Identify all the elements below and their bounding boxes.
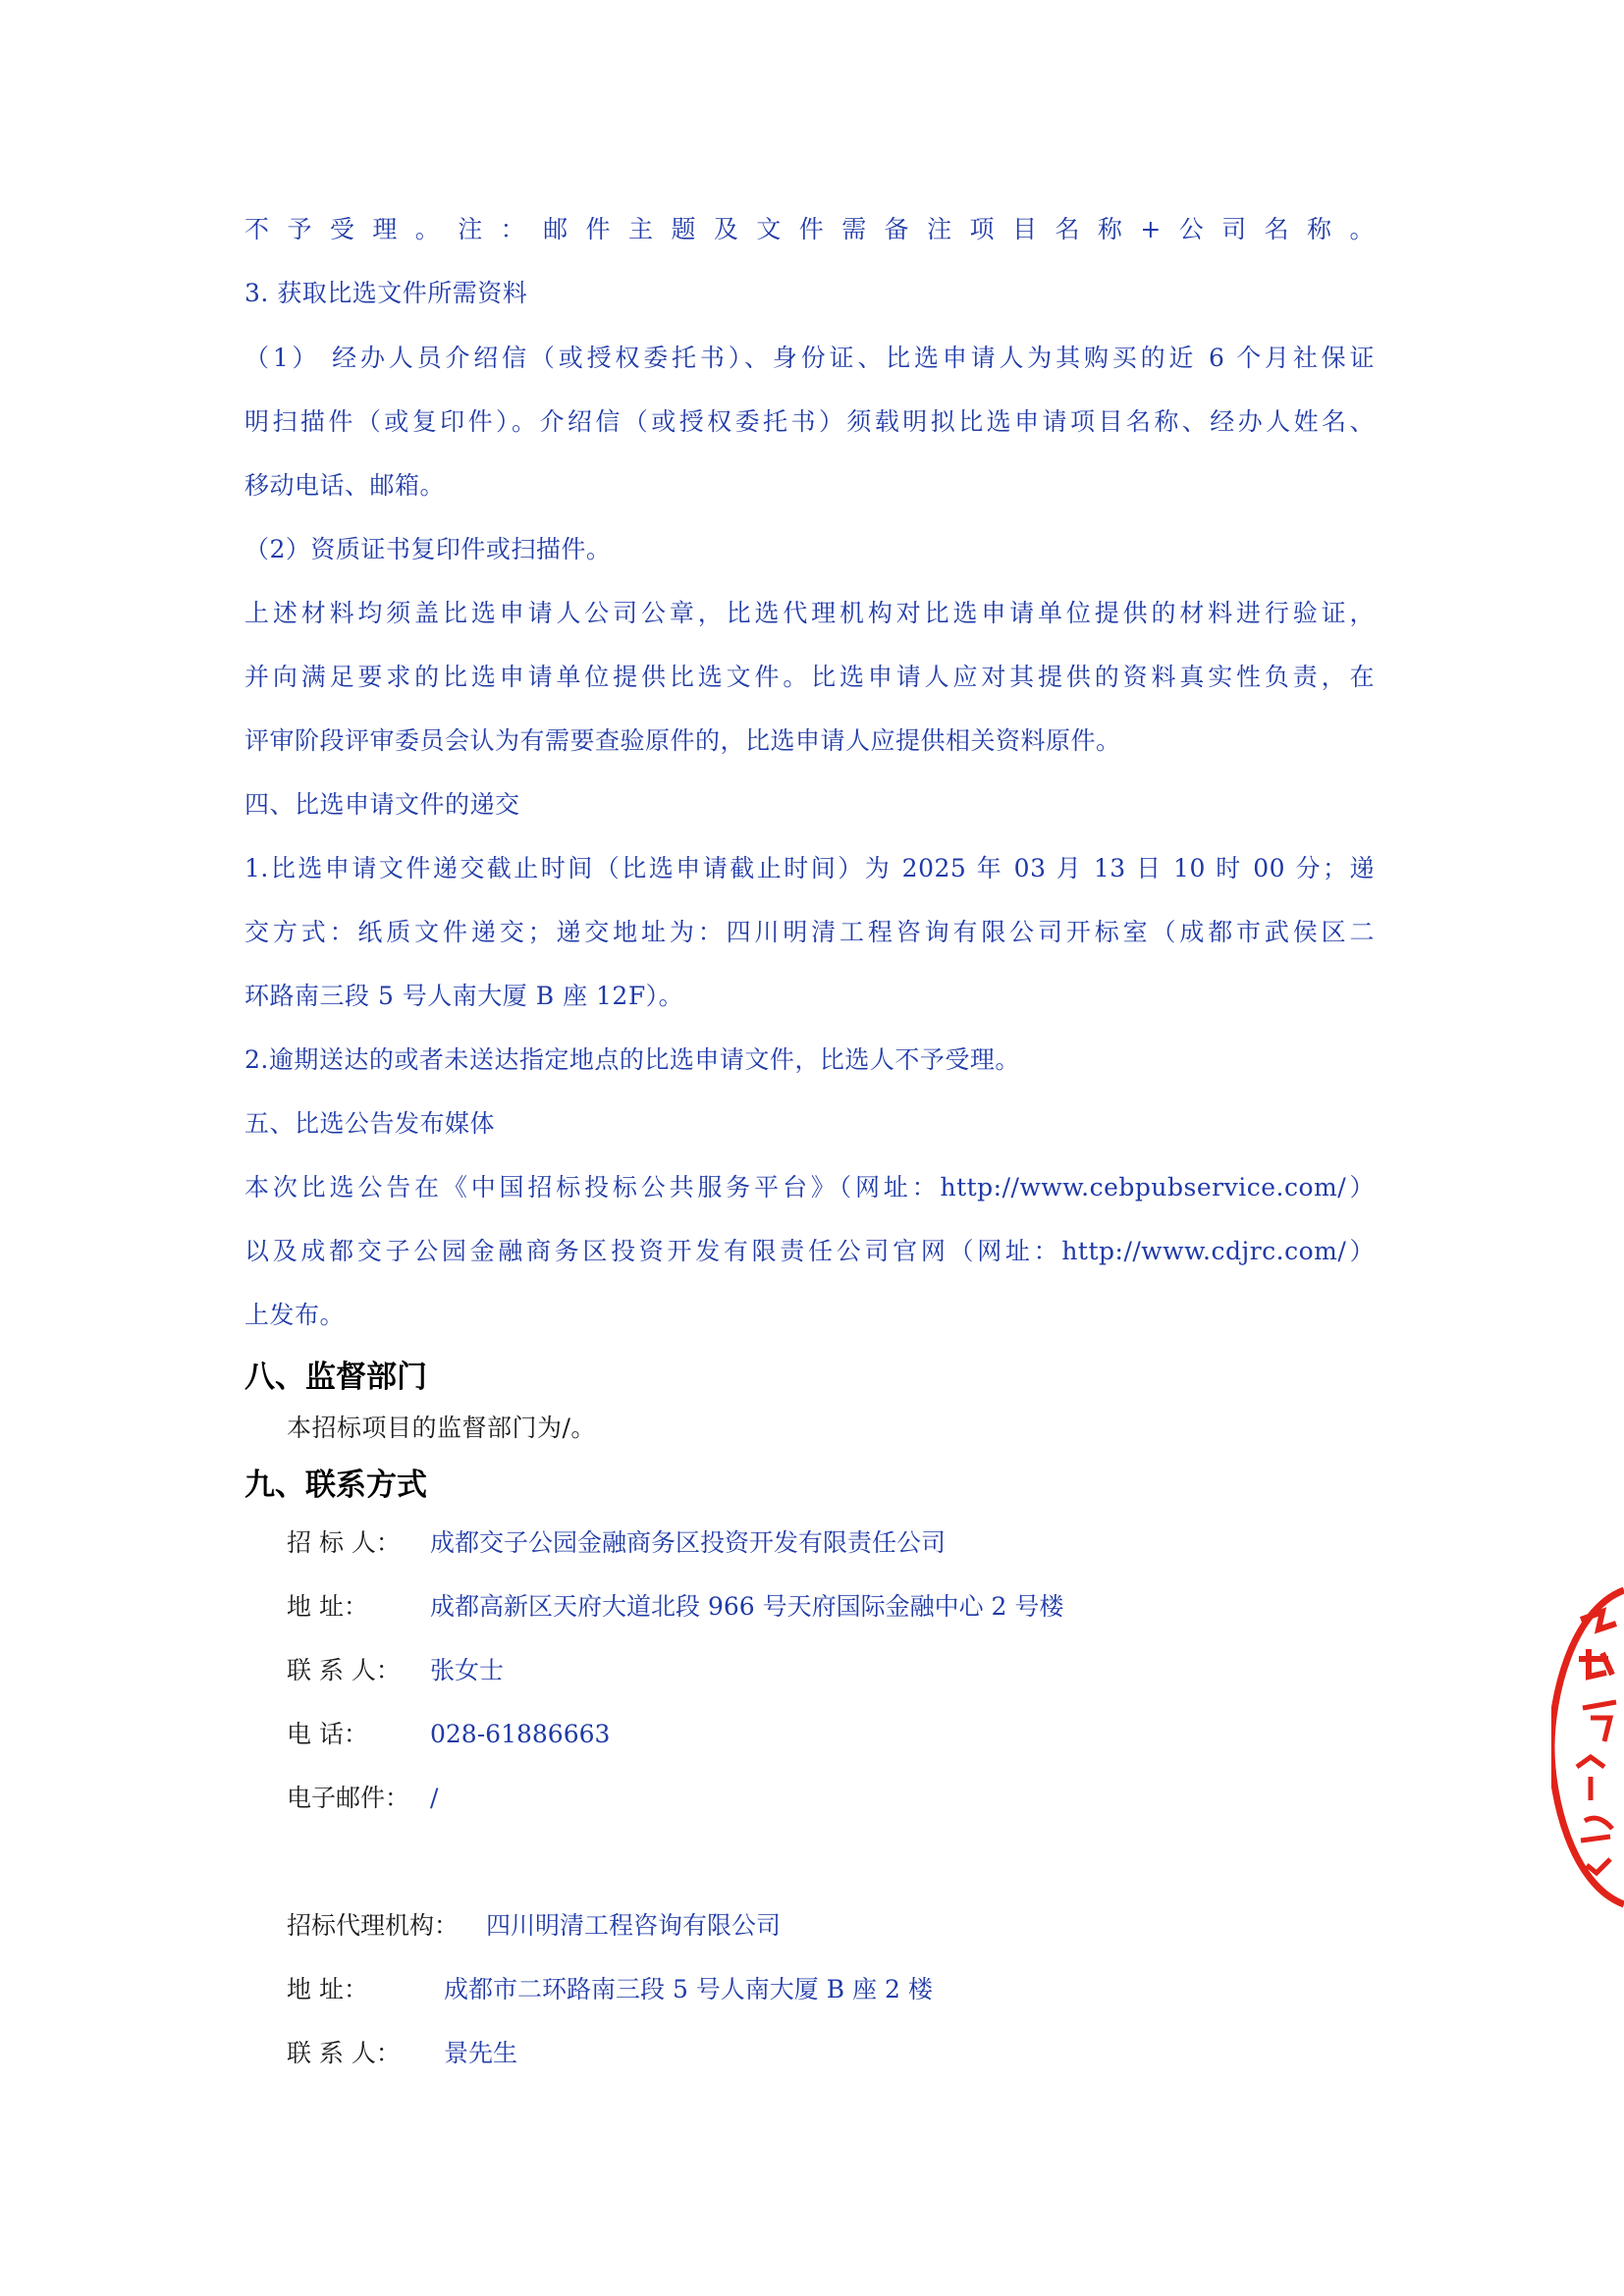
agency-address: 成都市二环路南三段 5 号人南大厦 B 座 2 楼	[444, 1975, 933, 2003]
para-line-8: 并向满足要求的比选申请单位提供比选文件。比选申请人应对其提供的资料真实性负责，在	[244, 663, 1375, 691]
para-line-18: 上发布。	[244, 1301, 346, 1329]
tenderer-name: 成都交子公园金融商务区投资开发有限责任公司	[430, 1528, 947, 1557]
para-line-6: （2）资质证书复印件或扫描件。	[244, 535, 612, 563]
agency-name: 四川明清工程咨询有限公司	[486, 1911, 782, 1940]
tenderer-phone[interactable]: 028-61886663	[430, 1720, 611, 1748]
para-line-11: 1.比选申请文件递交截止时间（比选申请截止时间）为 2025 年 03 月 13 日 10 时 00 分；递	[244, 854, 1375, 882]
tenderer-address: 成都高新区天府大道北段 966 号天府国际金融中心 2 号楼	[430, 1592, 1064, 1621]
tenderer-contact-label: 联 系 人：	[287, 1656, 401, 1684]
para-line-1: 不予受理。注：邮件主题及文件需备注项目名称+公司名称。	[244, 215, 1375, 243]
para-line-17: 以及成都交子公园金融商务区投资开发有限责任公司官网（网址：http://www.cdjrc.com/）	[244, 1237, 1375, 1265]
para-line-10: 四、比选申请文件的递交	[244, 790, 520, 819]
seal-glyph-5	[1581, 1818, 1612, 1841]
para-line-7: 上述材料均须盖比选申请人公司公章，比选代理机构对比选申请单位提供的材料进行验证，	[244, 599, 1375, 627]
tenderer-address-label: 地 址：	[287, 1592, 368, 1621]
agency-address-label: 地 址：	[287, 1975, 368, 2003]
tenderer-email-label: 电子邮件：	[287, 1784, 410, 1812]
para-line-9: 评审阶段评审委员会认为有需要查验原件的，比选申请人应提供相关资料原件。	[244, 726, 1121, 755]
tenderer-contact: 张女士	[430, 1656, 505, 1684]
seal-glyph-2	[1579, 1649, 1612, 1677]
tenderer-phone-label: 电 话：	[287, 1720, 368, 1748]
section9-heading: 九、联系方式	[244, 1468, 427, 1503]
seal-glyph-4	[1577, 1757, 1604, 1800]
section8-heading: 八、监督部门	[244, 1360, 427, 1395]
official-seal-stamp	[1551, 1571, 1624, 1924]
agency-contact-label: 联 系 人：	[287, 2039, 401, 2067]
para-line-12: 交方式：纸质文件递交；递交地址为：四川明清工程咨询有限公司开标室（成都市武侯区二	[244, 918, 1375, 946]
seal-arc	[1551, 1590, 1624, 1904]
seal-glyph-3	[1583, 1702, 1616, 1741]
para-line-2: 3. 获取比选文件所需资料	[244, 279, 528, 307]
para-line-13: 环路南三段 5 号人南大厦 B 座 12F）。	[244, 982, 684, 1010]
para-line-5: 移动电话、邮箱。	[244, 471, 446, 500]
seal-glyph-6	[1587, 1859, 1610, 1873]
para-line-14: 2.逾期送达的或者未送达指定地点的比选申请文件，比选人不予受理。	[244, 1045, 1020, 1074]
para-line-15: 五、比选公告发布媒体	[244, 1109, 496, 1138]
tenderer-email: /	[430, 1784, 439, 1812]
para-line-16: 本次比选公告在《中国招标投标公共服务平台》（网址：http://www.cebpubservice.com/）	[244, 1173, 1375, 1201]
para-line-4: 明扫描件（或复印件）。介绍信（或授权委托书）须载明拟比选申请项目名称、经办人姓名、	[244, 407, 1375, 436]
agency-contact: 景先生	[444, 2039, 518, 2067]
tenderer-label: 招 标 人：	[287, 1528, 401, 1557]
para-line-3: （1） 经办人员介绍信（或授权委托书）、身份证、比选申请人为其购买的近 6 个月社保证	[244, 344, 1375, 372]
section8-text: 本招标项目的监督部门为/。	[287, 1414, 596, 1442]
agency-label: 招标代理机构：	[287, 1911, 460, 1940]
